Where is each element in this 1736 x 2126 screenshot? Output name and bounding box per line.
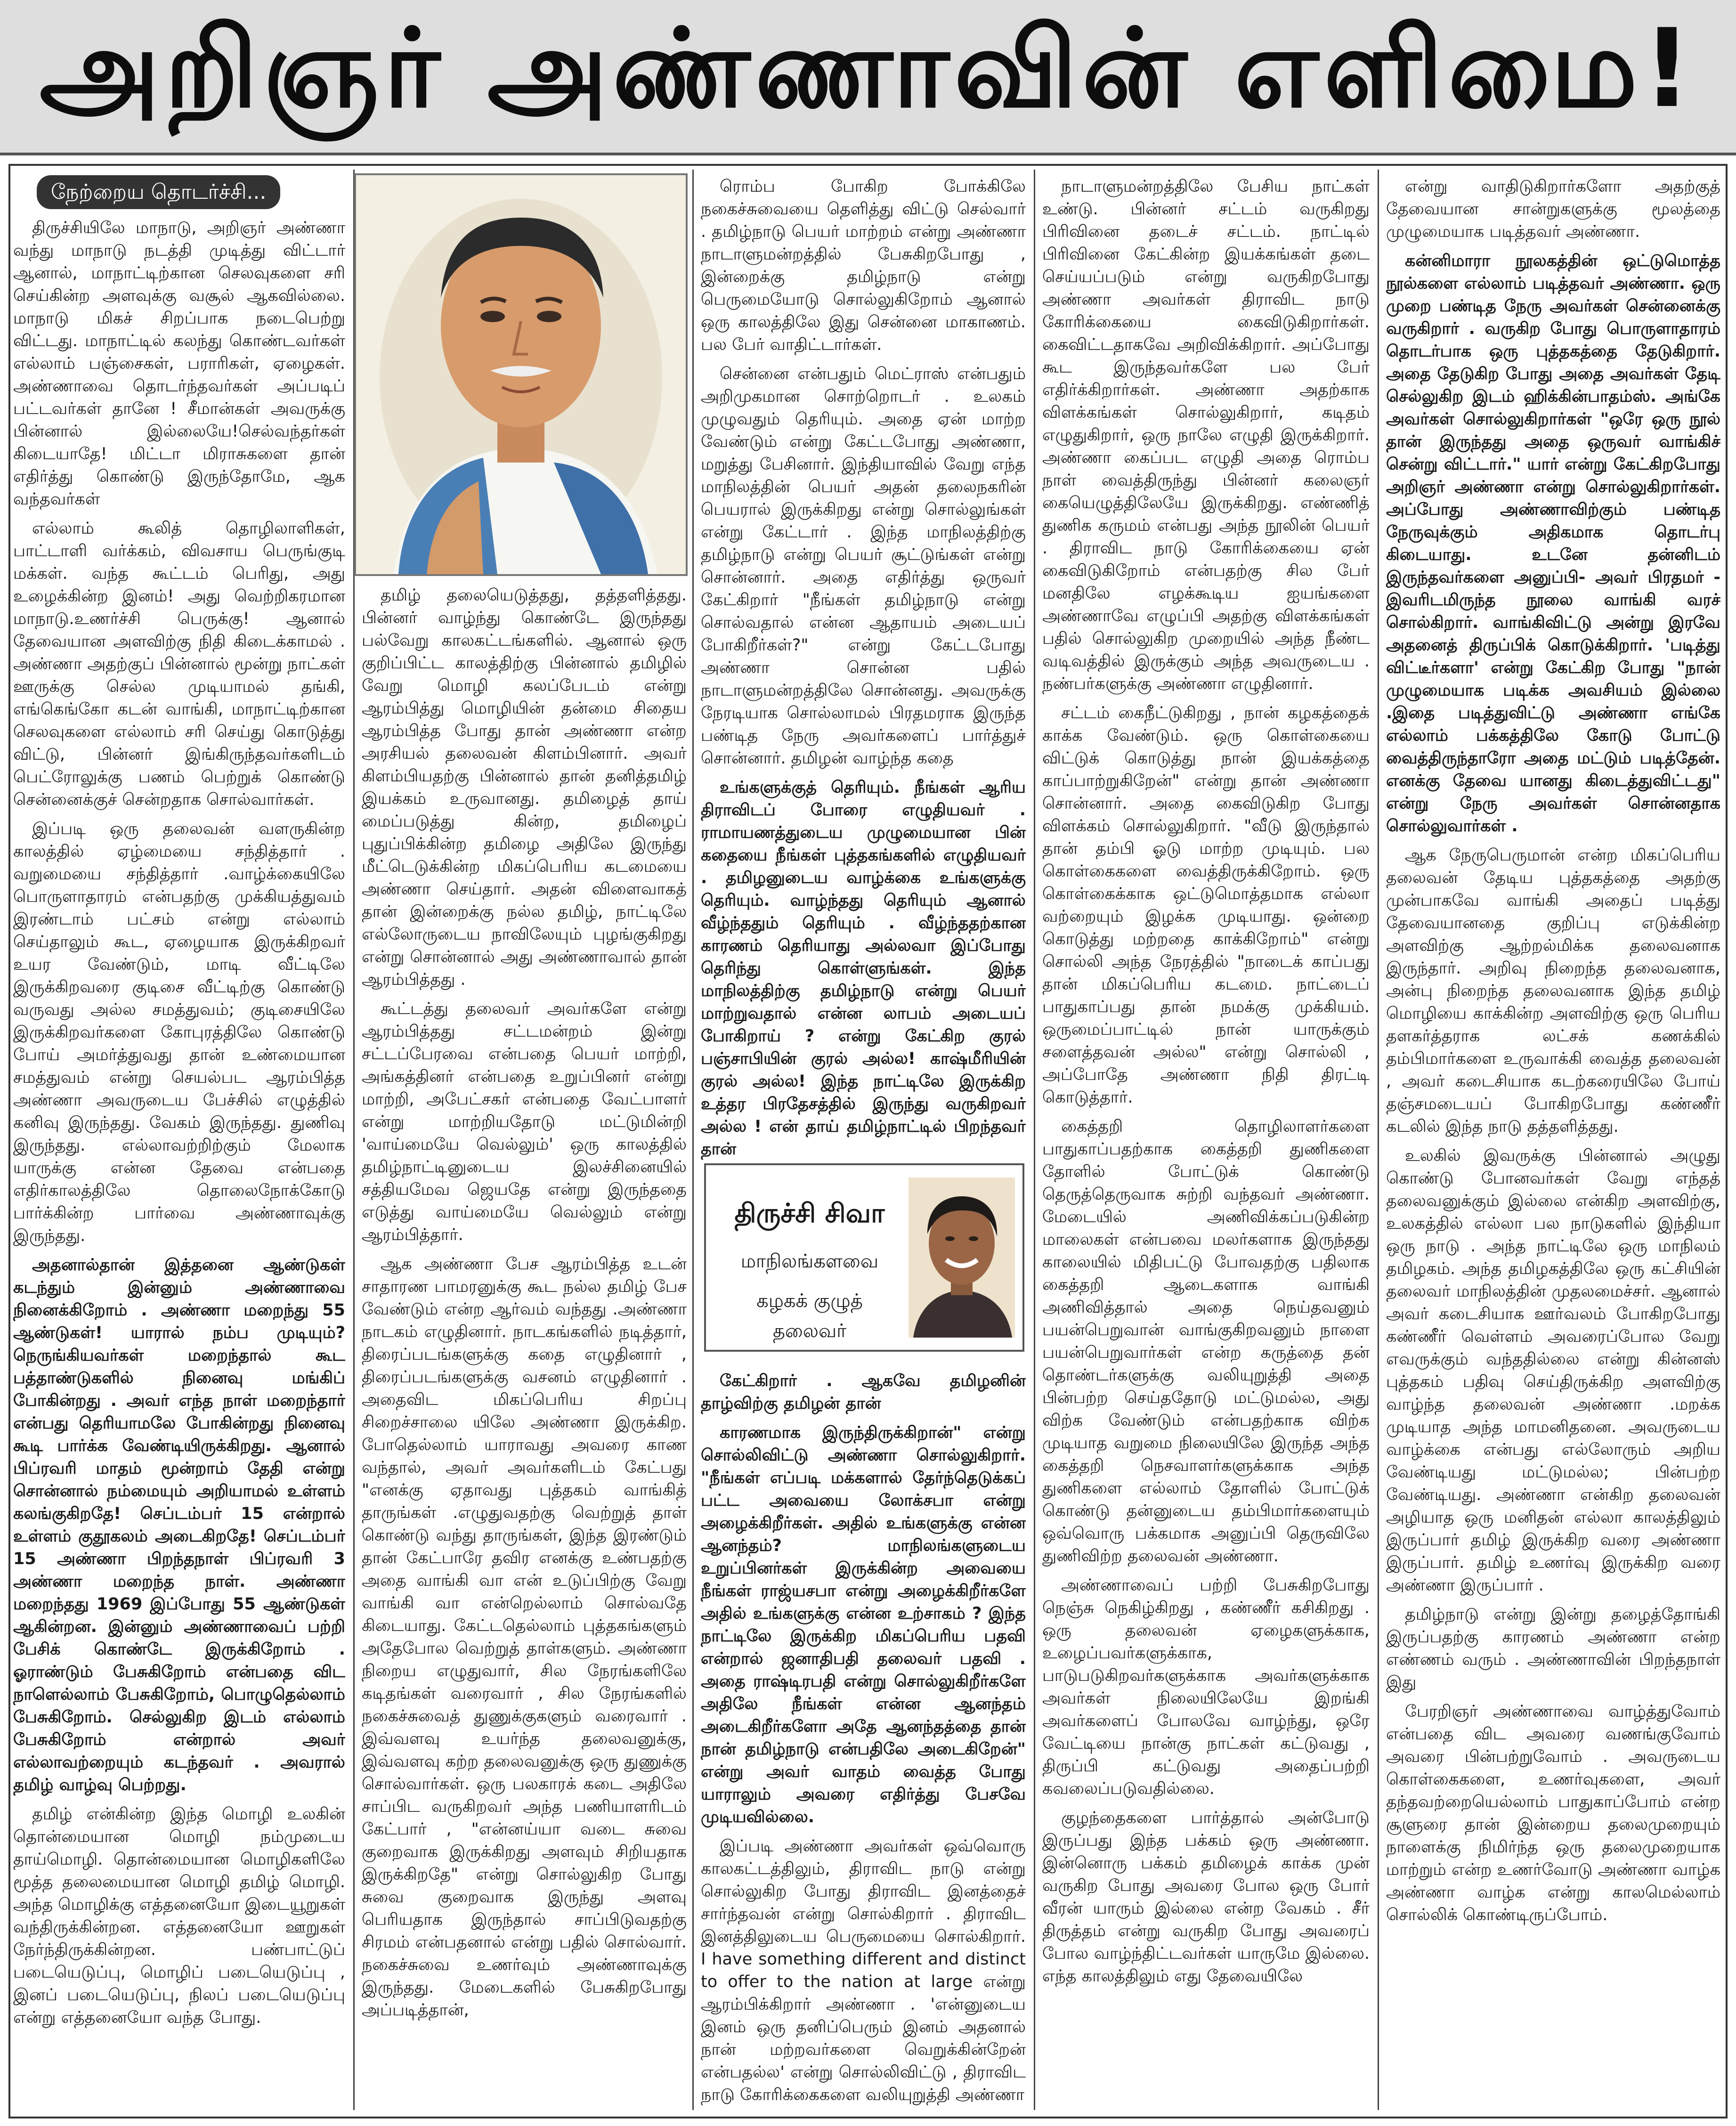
column-5	[1386, 175, 1720, 2111]
paragraph: கன்னிமாரா நூலகத்தின் ஒட்டுமொத்த நூல்களை எல்லாம் படித்தவர் அண்ணா. ஒரு முறை பண்டித நேரு அவர்கள் சென்னைக்கு வருகிறார் . வருகிற போது பொருளாதாரம் தொடர்பாக ஒரு புத்தகத்தை தேடுகிறார். அதை தேடுகிற போது அதை அவர்கள் தேடி செல்லுகிற இடம் ஹிக்கின்பாதம்ஸ். அங்கே அவர்கள் சொல்லுகிறார்கள் "ஒரே ஒரு நூல் தான் இருந்தது அதை ஒருவர் வாங்கிச் சென்று விட்டார்." யார் என்று கேட்கிறபோது அறிஞர் அண்ணா என்று சொல்லுகிறார்கள். அப்போது அண்ணாவிற்கும் பண்டித நேருவுக்கும் அதிகமாக தொடர்பு கிடையாது. உடனே தன்னிடம் இருந்தவர்களை அனுப்பி- அவர் பிரதமர் - இவரிடமிருந்த நூலை வாங்கி வரச் சொல்கிறார். வாங்கிவிட்டு அன்று இரவே அதனைத் திருப்பிக் கொடுக்கிறார். 'படித்து விட்டீர்களா' என்று கேட்கிற போது "நான் முழுமையாக படிக்க அவசியம் இல்லை .இதை படித்துவிட்டு அண்ணா எங்கே எல்லாம் பக்கத்திலே கோடு போட்டு வைத்திருந்தாரோ அதை மட்டும் படித்தேன். எனக்கு தேவை யானது கிடைத்துவிட்டது" என்று நேரு அவர்கள் சொன்னதாக சொல்லுவார்கள் .	[1386, 252, 1720, 836]
anna-portrait	[354, 173, 688, 576]
column-3	[701, 175, 1026, 2111]
paragraph: காரணமாக இருந்திருக்கிறான்" என்று சொல்லிவிட்டு அண்ணா சொல்லுகிறார். "நீங்கள் எப்படி மக்களால் தேர்ந்தெடுக்கப் பட்ட அவையை லோக்சபா என்று அழைக்கிறீர்கள். அதில் உங்களுக்கு என்ன ஆனந்தம்? மாநிலங்களுடைய உறுப்பினர்கள் இருக்கின்ற அவையை நீங்கள் ராஜ்யசபா என்று அழைக்கிறீர்களே அதில் உங்களுக்கு என்ன உற்சாகம் ? இந்த நாட்டிலே இருக்கிற மிகப்பெரிய பதவி என்றால் ஜனாதிபதி தலைவர் பதவி . அதை ராஷ்டிரபதி என்று சொல்லுகிறீர்களே அதிலே நீங்கள் என்ன ஆனந்தம் அடைகிறீர்களோ அதே ஆனந்தத்தை தான் நான் தமிழ்நாடு என்பதிலே அடைகிறேன்" என்று அவர் வாதம் வைத்த போது யாராலும் அவரை எதிர்த்து பேசவே முடியவில்லை.	[701, 1423, 1026, 1826]
column-4-body	[1042, 175, 1370, 1988]
byline-spacer	[701, 1167, 1026, 1370]
author-role: மாநிலங்களவை	[740, 1250, 879, 1272]
paragraph: சட்டம் கைநீட்டுகிறது , நான் கழகத்தைக் காக்க வேண்டும். ஒரு கொள்கையை விட்டுக் கொடுத்து நான் இயக்கத்தை காப்பாற்றுகிறேன்" என்று தான் அண்ணா சொன்னார். அதை கைவிடுகிற போது விளக்கம் சொல்லுகிறார். "வீடு இருந்தால் தான் தம்பி ஓடு மாற்ற முடியும். பல கொள்கைகளை வைத்திருக்கிறோம். ஒரு கொள்கைக்காக ஒட்டுமொத்தமாக எல்லா வற்றையும் இழக்க முடியாது. ஒன்றை கொடுத்து மற்றதை காக்கிறோம்" என்று சொல்லி அந்த நேரத்தில் "நாடைக் காப்பது தான் மிகப்பெரிய கடமை. நாட்டைப் பாதுகாப்பது தான் நமக்கு முக்கியம். ஒருமைப்பாட்டில் நான் யாருக்கும் சளைத்தவன் அல்ல" என்று சொல்லி , அப்போதே அண்ணா நிதி திரட்டி கொடுத்தார்.	[1042, 704, 1370, 1107]
column-2-body	[362, 584, 687, 2021]
column-divider	[1034, 170, 1035, 2110]
paragraph: என்று வாதிடுகிறார்களோ அதற்குத் தேவையான சான்றுகளுக்கு மூலத்தை முழுமையாக படித்தவர் அண்ணா.	[1386, 177, 1720, 241]
paragraph: ஆக நேருபெருமான் என்ற மிகப்பெரிய தலைவன் தேடிய புத்தகத்தை அதற்கு முன்பாகவே வாங்கி அதைப் படித்து தேவையானதை குறிப்பு எடுக்கின்ற அளவிற்கு ஆற்றல்மிக்க தலைவனாக இருந்தார். அறிவு நிறைந்த தலைவனாக, அன்பு நிறைந்த தலைவனாக இந்த தமிழ் மொழியை காக்கின்ற அளவிற்கு ஒரு பெரிய தளகர்த்தராக லட்சக் கணக்கில் தம்பிமார்களை உருவாக்கி வைத்த தலைவன் , அவர் கடைசியாக கடற்கரையிலே போய் தஞ்சமடையப் போகிறபோது கண்ணீர் கடலில் இந்த நாடு தத்தளித்தது.	[1386, 846, 1720, 1136]
paragraph: அதனால்தான் இத்தனை ஆண்டுகள் கடந்தும் இன்னும் அண்ணாவை நினைக்கிறோம் . அண்ணா மறைந்து 55 ஆண்டுகள்! யாரால் நம்ப முடியும்? நெருங்கியவர்கள் மறைந்தால் கூட பத்தாண்டுகளில் நினைவு மங்கிப் போகின்றது . அவர் எந்த நாள் மறைந்தார் என்பது தெரியாமலே போகின்றது நினைவு கூடி பார்க்க வேண்டியிருக்கிறது. ஆனால் பிப்ரவரி மாதம் மூன்றாம் தேதி என்று சொன்னால் நம்மையும் அறியாமல் உள்ளம் கலங்குகிறதே! செப்டம்பர் 15 என்றால் உள்ளம் குதூகலம் அடைகிறதே! செப்டம்பர் 15 அண்ணா பிறந்தநாள் பிப்ரவரி 3 அண்ணா மறைந்த நாள். அண்ணா மறைந்தது 1969 இப்போது 55 ஆண்டுகள் ஆகின்றன. இன்னும் அண்ணாவைப் பற்றி பேசிக் கொண்டே இருக்கிறோம் . ஓராண்டும் பேசுகிறோம் என்பதை விட நாளெல்லாம் பேசுகிறோம், பொழுதெல்லாம் பேசுகிறோம். செல்லுகிற இடம் எல்லாம் பேசுகிறோம் என்றால் அவர் எல்லாவற்றையும் கடந்தவர் . அவரால் தமிழ் வாழ்வு பெற்றது.	[13, 1256, 345, 1794]
paragraph: கூட்டத்து தலைவர் அவர்களே என்று ஆரம்பித்தது சட்டமன்றம் இன்று சட்டப்பேரவை என்பதை பெயர் மாற்றி, அங்கத்தினர் என்பதை உறுப்பினர் என்று மாற்றி, அபேட்சகர் என்பதை வேட்பாளர் என்று மாற்றியதோடு மட்டுமின்றி 'வாய்மையே வெல்லும்' ஒரு காலத்தில் தமிழ்நாட்டினுடைய இலச்சினையில் சத்தியமேவ ஜெயதே என்று இருந்ததை எடுத்து வாய்மையே வெல்லும் என்று ஆரம்பித்தார்.	[362, 999, 687, 1244]
continued-label: நேற்றைய தொடர்ச்சி...	[37, 175, 280, 209]
column-5-body	[1386, 175, 1720, 1926]
paragraph: ரொம்ப போகிற போக்கிலே நகைச்சுவையை தெளித்து விட்டு செல்வார் . தமிழ்நாடு பெயர் மாற்றம் என்று அண்ணா நாடாளுமன்றத்தில் பேசுகிறபோது , இன்றைக்கு தமிழ்நாடு என்று பெருமையோடு சொல்லுகிறோம் ஆனால் ஒரு காலத்திலே இது சென்னை மாகாணம். பல பேர் வாதிட்டார்கள்.	[701, 177, 1026, 354]
paragraph: உங்களுக்குத் தெரியும். நீங்கள் ஆரிய திராவிடப் போரை எழுதியவர் . ராமாயணத்துடைய முழுமையான பின் கதையை நீங்கள் புத்தகங்களில் எழுதியவர் . தமிழனுடைய வாழ்க்கை உங்களுக்கு தெரியும். வாழ்ந்தது தெரியும் ஆனால் வீழ்ந்ததும் தெரியும் . வீழ்ந்ததற்கான காரணம் தெரியாது அல்லவா இப்போது தெரிந்து கொள்ளுங்கள். இந்த மாநிலத்திற்கு தமிழ்நாடு என்று பெயர் மாற்றுவதால் என்ன லாபம் அடையப் போகிறாய் ? என்று கேட்கிற குரல் பஞ்சாபியின் குரல் அல்ல! காஷ்மீரியின் குரல் அல்ல! இந்த நாட்டிலே இருக்கிற உத்தர பிரதேசத்தில் இருந்து வருகிறவர் அல்ல ! என் தாய் தமிழ்நாட்டில் பிறந்தவர் தான்	[701, 778, 1026, 1159]
paragraph: இப்படி அண்ணா அவர்கள் ஒவ்வொரு காலகட்டத்திலும், திராவிட நாடு என்று சொல்லுகிற போது திராவிட இனத்தைச் சார்ந்தவன் என்று சொல்கிறார் . திராவிட இனத்திலுடைய பெருமையை சொல்கிறார். I have something different and distinct to offer to the nation at large என்று ஆரம்பிக்கிறார் அண்ணா . 'என்னுடைய இனம் ஒரு தனிப்பெரும் இனம் அதனால் நான் மற்றவர்களை வெறுக்கின்றேன் என்பதல்ல' என்று சொல்லிவிட்டு , திராவிட நாடு கோரிக்கைகளை வலியுறுத்தி அண்ணா	[701, 1837, 1026, 2104]
paragraph: அண்ணாவைப் பற்றி பேசுகிறபோது நெஞ்சு நெகிழ்கிறது , கண்ணீர் கசிகிறது . ஒரு தலைவன் ஏழைகளுக்காக, உழைப்பவர்களுக்காக, பாடுபடுகிறவர்களுக்காக அவர்களுக்காக அவர்கள் நிலையிலேயே இறங்கி அவர்களைப் போலவே வாழ்ந்து, ஒரே வேட்டியை நான்கு நாட்கள் கட்டுவது , திருப்பி கட்டுவது அதைப்பற்றி கவலைப்படுவதில்லை.	[1042, 1576, 1370, 1798]
paragraph: எல்லாம் கூலித் தொழிலாளிகள், பாட்டாளி வர்க்கம், விவசாய பெருங்குடி மக்கள். வந்த கூட்டம் பெரிது, அது உழைக்கின்ற இனம்! அது வெற்றிகரமான மாநாடு.உணர்ச்சி பெருக்கு! ஆனால் தேவையான அளவிற்கு நிதி கிடைக்காமல் . அண்ணா அதற்குப் பின்னால் மூன்று நாட்கள் ஊருக்கு செல்ல முடியாமல் தங்கி, எங்கெங்கோ கடன் வாங்கி, மாநாட்டிற்கான செலவுகளை எல்லாம் சரி செய்து கொடுத்து விட்டு, பின்னர் இங்கிருந்தவர்களிடம் பெட்ரோலுக்கு பணம் பெற்றுக் கொண்டு சென்னைக்குச் சென்றதாக சொல்வார்கள்.	[13, 519, 345, 809]
paragraph: இப்படி ஒரு தலைவன் வளருகின்ற காலத்தில் ஏழ்மையை சந்தித்தார் . வறுமையை சந்தித்தார் .வாழ்க்கையிலே பொருளாதாரம் என்பதற்கு முக்கியத்துவம் இரண்டாம் பட்சம் என்று எல்லாம் செய்தாலும் கூட, ஏழையாக இருக்கிறவர் உயர வேண்டும், மாடி வீட்டிலே இருக்கிறவரை குடிசை வீட்டிற்கு கொண்டு வருவது அல்ல சமத்துவம்; குடிசையிலே இருக்கிறவர்களை கோபுரத்திலே கொண்டு போய் அமர்த்துவது தான் உண்மையான சமத்துவம் என்று செயல்பட ஆரம்பித்த அண்ணா அவருடைய பேச்சில் எழுத்தில் கனிவு இருந்தது. வேகம் இருந்தது. துணிவு இருந்தது. எல்லாவற்றிற்கும் மேலாக யாருக்கு என்ன தேவை என்பதை எதிர்காலத்திலே தொலைநோக்கோடு பார்க்கின்ற பார்வை அண்ணாவுக்கு இருந்தது.	[13, 820, 345, 1245]
headline: அறிஞர் அண்ணாவின் எளிமை!	[0, 0, 1736, 155]
paragraph: திருச்சியிலே மாநாடு, அறிஞர் அண்ணா வந்து மாநாடு நடத்தி முடித்து விட்டார் ஆனால், மாநாட்டிற்கான செலவுகளை சரி செய்கின்ற அளவுக்கு வசூல் ஆகவில்லை. மாநாடு மிகச் சிறப்பாக நடைபெற்று விட்டது. மாநாட்டில் கலந்து கொண்டவர்கள் எல்லாம் பஞ்சைகள், பராரிகள், ஏழைகள். அண்ணாவை தொடர்ந்தவர்கள் அப்படிப் பட்டவர்கள் தானே ! சீமான்கள் அவருக்கு பின்னால் இல்லையே!செல்வந்தர்கள் கிடையாதே! மிட்டா மிராசுகளை தான் எதிர்த்து கொண்டு இருந்தோமே, ஆக வந்தவர்கள்	[13, 219, 345, 509]
paragraph: கைத்தறி தொழிலாளர்களை பாதுகாப்பதற்காக கைத்தறி துணிகளை தோளில் போட்டுக் கொண்டு தெருத்தெருவாக சுற்றி வந்தவர் அண்ணா. மேடையில் அணிவிக்கப்படுகின்ற மாலைகள் என்பவை மலர்களாக இருந்தது காலையில் மிதிபட்டு போவதற்கு பதிலாக கைத்தறி ஆடைகளாக வாங்கி அணிவித்தால் அதை நெய்தவனும் பயன்பெறுவான் வாங்குகிறவனும் நாளை பயன்பெறுவார்கள் என்ற கருத்தை தன் தொண்டர்களுக்கு வலியுறுத்தி அதை பின்பற்ற செய்ததோடு மட்டுமல்ல, அது விற்க வேண்டும் என்பதற்காக விற்க முடியாத வறுமை நிலையிலே இருந்த அந்த கைத்தறி நெசவாளர்களுக்காக அந்த துணிகளை எல்லாம் தோளில் போட்டுக் கொண்டு தன்னுடைய தம்பிமார்களையும் ஒவ்வொரு பக்கமாக அனுப்பி தெருவிலே துணிவிற்ற தலைவன் அண்ணா.	[1042, 1117, 1370, 1566]
column-divider	[1378, 170, 1379, 2110]
column-1-body	[13, 217, 345, 2029]
paragraph: ஆக அண்ணா பேச ஆரம்பித்த உடன் சாதாரண பாமரனுக்கு கூட நல்ல தமிழ் பேச வேண்டும் என்ற ஆர்வம் வந்தது .அண்ணா நாடகம் எழுதினார். நாடகங்களில் நடித்தார், திரைப்படங்களுக்கு கதை எழுதினார் , திரைப்படங்களுக்கு வசனம் எழுதினார் . அதைவிட மிகப்பெரிய சிறப்பு சிறைச்சாலை யிலே அண்ணா இருக்கிற. போதெல்லாம் யாராவது அவரை காண வந்தால், அவர் அவர்களிடம் கேட்பது "எனக்கு ஏதாவது புத்தகம் வாங்கித் தாருங்கள் .எழுதுவதற்கு வெற்றுத் தாள் கொண்டு வந்து தாருங்கள், இந்த இரண்டும் தான் கேட்பாரே தவிர எனக்கு உண்பதற்கு அதை வாங்கி வா என் உடுப்பிற்கு வேறு வாங்கி வா என்றெல்லாம் சொல்வதே கிடையாது. கேட்டதெல்லாம் புத்தகங்களும் அதேபோல வெற்றுத் தாள்களும். அண்ணா நிறைய எழுதுவார், சில நேரங்களிலே கடிதங்கள் வரைவார் , சில நேரங்களில் நகைச்சுவைத் துணுக்குகளும் வரைவார் . இவ்வளவு உயர்ந்த தலைவனுக்கு, இவ்வளவு கற்ற தலைவனுக்கு ஒரு துணுக்கு சொல்வார்கள். ஒரு பலகாரக் கடை அதிலே சாப்பிட வருகிறவர் அந்த பணியாளரிடம் கேட்பார் , "என்னய்யா வடை சுவை குறைவாக இருக்கிறது அளவும் சிறியதாக இருக்கிறதே" என்று சொல்லுகிற போது சுவை குறைவாக இருந்து அளவு பெரியதாக இருந்தால் சாப்பிடுவதற்கு சிரமம் என்பதனால் என்று பதில் சொல்வார். நகைச்சுவை உணர்வும் அண்ணாவுக்கு இருந்தது. மேடைகளில் பேசுகிறபோது அப்படித்தான்,	[362, 1255, 687, 2020]
paragraph: தமிழ் தலையெடுத்தது, தத்தளித்தது. பின்னர் வாழ்ந்து கொண்டே இருந்தது பல்வேறு காலகட்டங்களில். ஆனால் ஒரு குறிப்பிட்ட காலத்திற்கு பின்னால் தமிழில் வேறு மொழி கலப்பேடம் என்று ஆரம்பித்து மொழியின் தன்மை சிதைய ஆரம்பித்த போது தான் அண்ணா என்ற அரசியல் தலைவன் கிளம்பினார். அவர் கிளம்பியதற்கு பின்னால் தான் தனித்தமிழ் இயக்கம் உருவானது. தமிழைத் தாய் மைப்படுத்து கின்ற, தமிழைப் புதுப்பிக்கின்ற தமிழை அதிலே இருந்து மீட்டெடுக்கின்ற மிகப்பெரிய கடமையை அண்ணா செய்தார். அதன் விளைவாகத் தான் இன்றைக்கு நல்ல தமிழ், நாட்டிலே எல்லோருடைய நாவிலேயும் புழங்குகிறது என்று சொன்னால் அது அண்ணாவால் தான் ஆரம்பித்தது .	[362, 586, 687, 989]
author-role-2: கழகக் குழுத் தலைவர்	[756, 1290, 863, 1342]
column-divider	[692, 170, 694, 2110]
paragraph: நாடாளுமன்றத்திலே பேசிய நாட்கள் உண்டு. பின்னர் சட்டம் வருகிறது பிரிவினை தடைச் சட்டம். நாட்டில் பிரிவினை கேட்கின்ற இயக்கங்கள் தடை செய்யப்படும் என்று வருகிறபோது அண்ணா அவர்கள் திராவிட நாடு கோரிக்கையை கைவிடுகிறார்கள். கைவிட்டதாகவே அறிவிக்கிறார். அப்போது கூட இருந்தவர்களே பல பேர் எதிர்க்கிறார்கள். அண்ணா அதற்காக விளக்கங்கள் சொல்லுகிறார், கடிதம் எழுதுகிறார், ஒரு நாலே எழுதி இருக்கிறார். அண்ணா கைப்பட எழுதி அதை ரொம்ப நாள் வைத்திருந்து பின்னர் கலைஞர் கையெழுத்திலேயே இருக்கிறது. எண்ணித் துணிக கருமம் என்பது அந்த நூலின் பெயர் . திராவிட நாடு கோரிக்கையை ஏன் கைவிடுகிறோம் என்பதற்கு சில பேர் மனதிலே எழக்கூடிய ஐயங்களை அண்ணாவே எழுப்பி அதற்கு விளக்கங்கள் பதில் சொல்லுகிற முறையில் அந்த நீண்ட வடிவத்தில் இருக்கும் அந்த அவருடைய . நண்பர்களுக்கு அண்ணா எழுதினார்.	[1042, 177, 1370, 693]
column-3-body	[701, 175, 1026, 2106]
paragraph: தமிழ்நாடு என்று இன்று தழைத்தோங்கி இருப்பதற்கு காரணம் அண்ணா என்ற எண்ணம் வரும் . அண்ணாவின் பிறந்தநாள் இது	[1386, 1605, 1720, 1692]
author-name: திருச்சி சிவா	[734, 1198, 885, 1229]
paragraph: கேட்கிறார் . ஆகவே தமிழனின் தாழ்விற்கு தமிழன் தான்	[701, 1371, 1026, 1413]
anna-portrait-illustration	[356, 175, 686, 574]
column-4	[1042, 175, 1370, 2111]
paragraph: தமிழ் என்கின்ற இந்த மொழி உலகின் தொன்மையான மொழி நம்முடைய தாய்மொழி. தொன்மையான மொழிகளிலே மூத்த தலைமையான மொழி தமிழ் மொழி. அந்த மொழிக்கு எத்தனையோ இடையூறுகள் வந்திருக்கின்றன. எத்தனையோ ஊறுகள் நேர்ந்திருக்கின்றன. பண்பாட்டுப் படையெடுப்பு, மொழிப் படையெடுப்பு , இனப் படையெடுப்பு, நிலப் படையெடுப்பு என்று எத்தனையோ வந்த போது.	[13, 1805, 345, 2027]
paragraph: குழந்தைகளை பார்த்தால் அன்போடு இருப்பது இந்த பக்கம் ஒரு அண்ணா. இன்னொரு பக்கம் தமிழைக் காக்க முன் வருகிற போது அவரை போல ஒரு போர் வீரன் யாரும் இல்லை என்ற வேகம் . சீர் திருத்தம் என்று வருகிற போது அவரைப் போல வாழ்ந்திட்டவர்கள் யாருமே இல்லை. எந்த காலத்திலும் எது தேவையிலே	[1042, 1809, 1370, 1986]
column-2	[362, 584, 687, 2110]
paragraph: உலகில் இவருக்கு பின்னால் அழுது கொண்டு போனவர்கள் வேறு எந்தத் தலைவனுக்கும் இல்லை என்கிற அளவிற்கு, உலகத்தில் எல்லா பல நாடுகளில் இந்தியா ஒரு நாடு . அந்த நாட்டிலே ஒரு மாநிலம் தமிழகம். அந்த தமிழகத்திலே ஒரு கட்சியின் தலைவர் மாநிலத்தின் முதலமைச்சர். ஆனால் அவர் கடைசியாக ஊர்வலம் போகிறபோது கண்ணீர் வெள்ளம் அவரைப்போல வேறு எவருக்கும் வந்ததில்லை என்று கின்னஸ் புத்தகம் பதிவு செய்திருக்கிற அளவிற்கு வாழ்ந்த தலைவன் அண்ணா .மறக்க முடியாத அந்த மாமனிதனை. அவருடைய வாழ்க்கை என்பது எல்லோரும் அறிய வேண்டியது மட்டுமல்ல; பின்பற்ற வேண்டியது. அண்ணா என்கிற தலைவன் அழியாத ஒரு மனிதன் எல்லா காலத்திலும் இருப்பார் தமிழ் இருக்கிற வரை அண்ணா இருப்பார். தமிழ் உணர்வு இருக்கிற வரை அண்ணா இருப்பார் .	[1386, 1146, 1720, 1595]
column-1	[13, 175, 345, 2111]
paragraph: பேரறிஞர் அண்ணாவை வாழ்த்துவோம் என்பதை விட அவரை வணங்குவோம் அவரை பின்பற்றுவோம் . அவருடைய கொள்கைகளை, உணர்வுகளை, அவர் தந்தவற்றையெல்லாம் பாதுகாப்போம் என்ற சூளுரை தான் இன்றைய தலைமுறையும் நாளைக்கு நிமிர்ந்த ஒரு தலைமுறையாக மாற்றும் என்ற உணர்வோடு அண்ணா வாழ்க அண்ணா வாழ்க என்று காலமெல்லாம் சொல்லிக் கொண்டிருப்போம்.	[1386, 1702, 1720, 1924]
paragraph: சென்னை என்பதும் மெட்ராஸ் என்பதும் அறிமுகமான சொற்றொடர் . உலகம் முழுவதும் தெரியும். அதை ஏன் மாற்ற வேண்டும் என்று கேட்டபோது அண்ணா, மறுத்து பேசினார். இந்தியாவில் வேறு எந்த மாநிலத்தின் பெயர் அதன் தலைநகரின் பெயரால் இருக்கிறது என்று சொல்லுங்கள் என்று கேட்டார் . இந்த மாநிலத்திற்கு தமிழ்நாடு என்று பெயர் சூட்டுங்கள் என்று சொன்னார். அதை எதிர்த்து ஒருவர் கேட்கிறார் "நீங்கள் தமிழ்நாடு என்று சொல்வதால் என்ன ஆதாயம் அடையப் போகிறீர்கள்?" என்று கேட்டபோது அண்ணா சொன்ன பதில் நாடாளுமன்றத்திலே சொன்னது. அவருக்கு நேரடியாக சொல்லாமல் பிரதமராக இருந்த பண்டித நேரு அவர்களைப் பார்த்துச் சொன்னார். தமிழன் வாழ்ந்த கதை	[701, 365, 1026, 768]
